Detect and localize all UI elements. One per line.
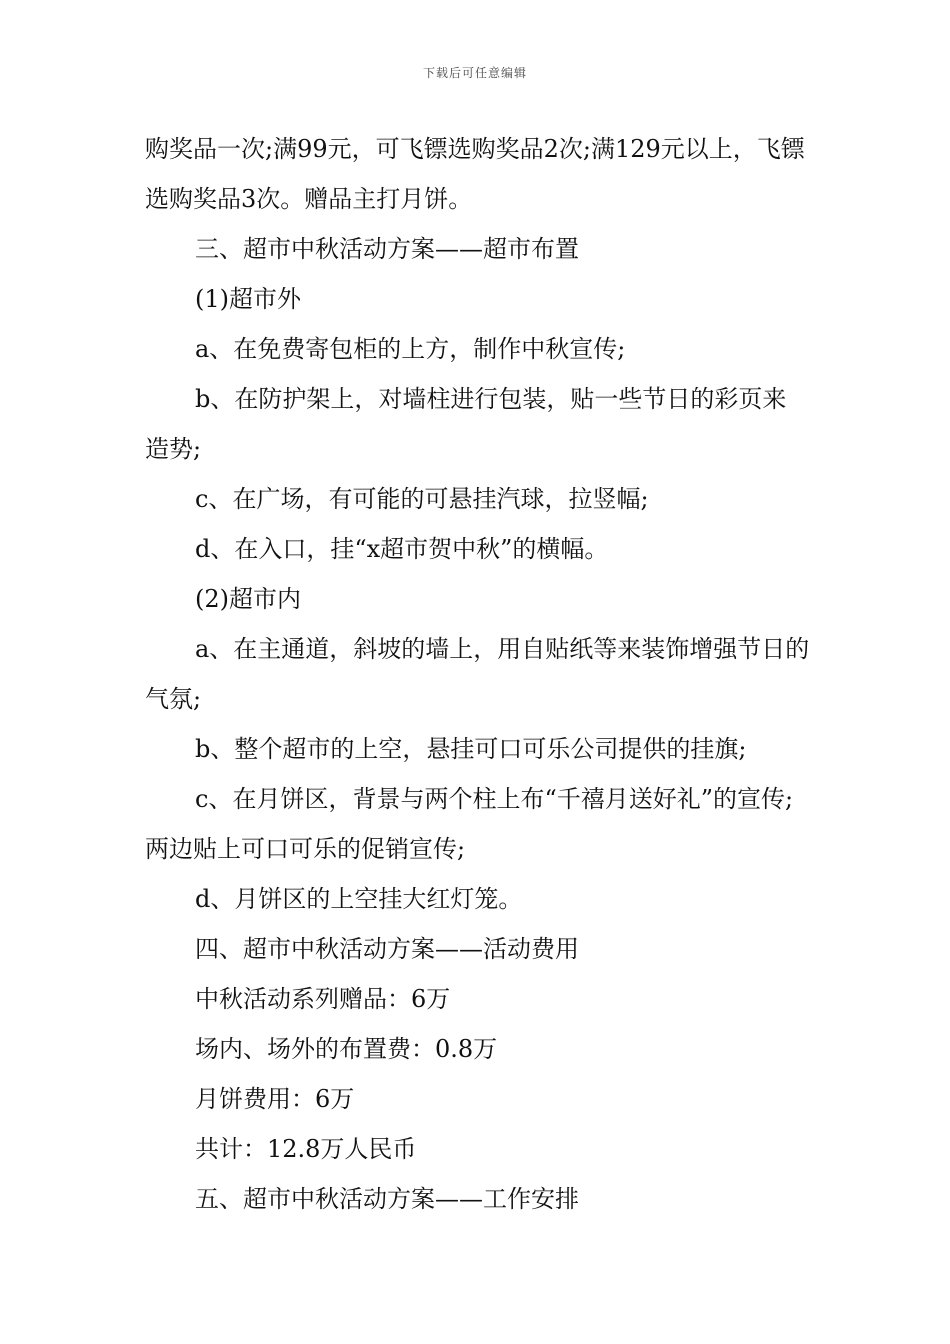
list-item: b、在防护架上，对墙柱进行包装，贴一些节日的彩页来造势;: [145, 385, 787, 463]
section-heading: 四、超市中秋活动方案——活动费用: [195, 935, 579, 963]
document-body: [145, 124, 810, 1224]
list-item: a、在免费寄包柜的上方，制作中秋宣传;: [195, 335, 626, 363]
list-item: d、月饼区的上空挂大红灯笼。: [195, 885, 523, 913]
page-header: 下载后可任意编辑: [422, 66, 527, 80]
subsection-heading: (2)超市内: [195, 585, 301, 613]
list-item: c、在广场，有可能的可悬挂汽球，拉竖幅;: [195, 485, 649, 513]
section-heading: 三、超市中秋活动方案——超市布置: [195, 235, 579, 263]
list-item: d、在入口，挂“x超市贺中秋”的横幅。: [195, 535, 609, 563]
list-item: a、在主通道，斜坡的墙上，用自贴纸等来装饰增强节日的气氛;: [145, 635, 810, 713]
cost-line: 中秋活动系列赠品：6万: [195, 985, 451, 1013]
paragraph: 购奖品一次;满99元，可飞镖选购奖品2次;满129元以上，飞镖选购奖品3次。赠品主打月饼。: [145, 135, 805, 213]
cost-line: 月饼费用：6万: [195, 1085, 355, 1113]
cost-total: 共计：12.8万人民币: [195, 1135, 417, 1163]
subsection-heading: (1)超市外: [195, 285, 301, 313]
list-item: b、整个超市的上空，悬挂可口可乐公司提供的挂旗;: [195, 735, 747, 763]
section-heading: 五、超市中秋活动方案——工作安排: [195, 1185, 579, 1213]
list-item: c、在月饼区，背景与两个柱上布“千禧月送好礼”的宣传;两边贴上可口可乐的促销宣传;: [145, 785, 794, 863]
cost-line: 场内、场外的布置费：0.8万: [195, 1035, 498, 1063]
